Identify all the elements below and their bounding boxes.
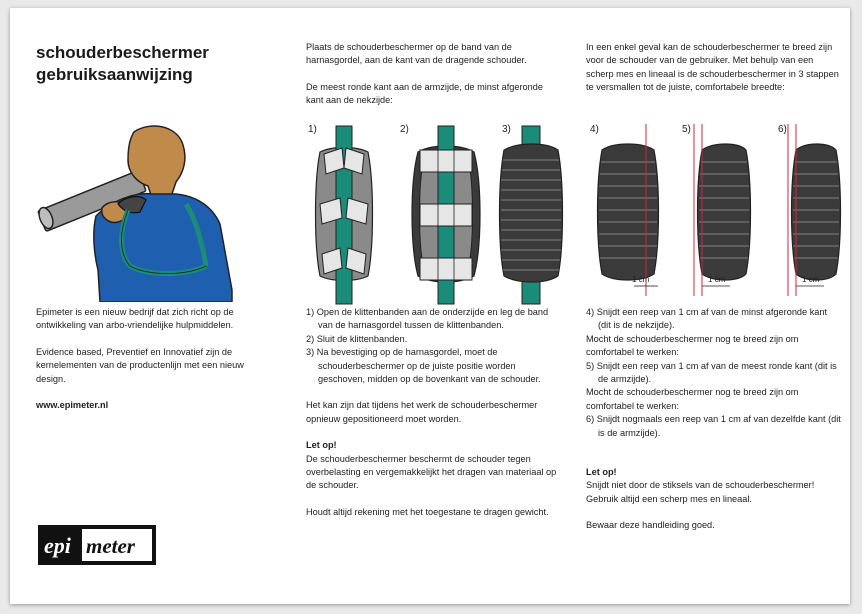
- website-link[interactable]: www.epimeter.nl: [36, 400, 109, 411]
- cm-label-5: 1 cm: [708, 275, 726, 284]
- step-2: 2) Sluit de klittenbanden.: [306, 333, 408, 344]
- right-column-bottom: [586, 306, 842, 546]
- figure-2-closed-velcro: [412, 126, 480, 304]
- warning-text: De schouderbeschermer beschermt de schouder tegen overbelasting en vergemakkelijkt het dragen van materiaal op de schouder.: [306, 453, 557, 491]
- warning-title: Let op!: [306, 440, 337, 451]
- page-title: [36, 42, 209, 86]
- figure-5-cut-arm-side: [694, 124, 751, 296]
- weight-paragraph: Houdt altijd rekening met het toegestane te dragen gewicht.: [306, 506, 549, 517]
- orientation-paragraph: De meest ronde kant aan de armzijde, de minst afgeronde kant aan de nekzijde:: [306, 81, 543, 106]
- middle-column-bottom: [306, 306, 558, 532]
- fig-label-6: 6): [778, 124, 787, 135]
- step-6: 6) Snijdt nogmaals een reep van 1 cm af van dezelfde kant (dit is de armzijde).: [586, 414, 841, 438]
- middle-column-top: [306, 41, 556, 121]
- step-3: 3) Na bevestiging op de harnasgordel, moet de schouderbeschermer op de juiste positie worden geschoven, midden op de bovenkant van de schouder.: [306, 347, 541, 385]
- manual-page: [10, 8, 850, 604]
- epimeter-logo: [38, 525, 156, 565]
- placement-paragraph: Plaats de schouderbeschermer op de band van de harnasgordel, aan de kant van de dragende schouder.: [306, 42, 527, 66]
- right-column-top: [586, 41, 840, 108]
- cutting-step-6-list: [586, 413, 842, 440]
- title-line-1: schouderbeschermer: [36, 43, 209, 62]
- figure-6-cut-arm-side-again: [788, 124, 841, 296]
- mounting-figures: [302, 120, 564, 306]
- fig-label-4: 4): [590, 124, 599, 135]
- figure-4-cut-neck-side: [598, 124, 659, 296]
- cutting-step-4-list: [586, 306, 842, 333]
- cut-warning-text-2: Gebruik altijd een scherp mes en lineaal.: [586, 493, 752, 504]
- step-1: 1) Open de klittenbanden aan de onderzijde en leg de band van de harnasgordel tussen de klittenbanden.: [306, 307, 549, 331]
- cm-label-4: 1 cm: [632, 275, 650, 284]
- cut-warning-text-1: Snijdt niet door de stiksels van de schouderbeschermer!: [586, 480, 815, 491]
- narrowing-paragraph: In een enkel geval kan de schouderbeschermer te breed zijn voor de schouder van de gebruiker. Met behulp van een scherp mes en lineaal is de schouderbeschermer in 3 stappen te versmallen tot de juiste, comfortabele breedte:: [586, 42, 839, 93]
- left-column: [36, 306, 268, 425]
- figure-3-top-view: [500, 126, 563, 304]
- step-4: 4) Snijdt een reep van 1 cm af van de minst afgeronde kant (dit is de nekzijde).: [586, 307, 828, 331]
- worker-illustration: [36, 120, 236, 302]
- too-wide-note-1: Mocht de schouderbeschermer nog te breed zijn om comfortabel te werken:: [586, 333, 799, 358]
- reposition-paragraph: Het kan zijn dat tijdens het werk de schouderbeschermer opnieuw gepositioneerd moet worden.: [306, 400, 538, 424]
- cutting-step-5-list: [586, 360, 842, 387]
- too-wide-note-2: Mocht de schouderbeschermer nog te breed zijn om comfortabel te werken:: [586, 387, 799, 411]
- intro-paragraph: Epimeter is een nieuw bedrijf dat zich richt op de ontwikkeling van arbo-vriendelijke hulpmiddelen.: [36, 307, 234, 331]
- cut-warning-title: Let op!: [586, 467, 617, 478]
- mounting-steps: [306, 306, 558, 386]
- fig-label-3: 3): [502, 124, 511, 135]
- title-line-2: gebruiksaanwijzing: [36, 65, 193, 84]
- step-5: 5) Snijdt een reep van 1 cm af van de meest ronde kant (dit is de armzijde).: [586, 360, 837, 385]
- cm-label-6: 1 cm: [802, 275, 820, 284]
- figure-1-open-velcro: [316, 126, 373, 304]
- cutting-figures: [584, 120, 846, 296]
- fig-label-1: 1): [308, 124, 317, 135]
- logo-text-left: epi: [44, 533, 71, 558]
- values-paragraph: Evidence based, Preventief en Innovatief zijn de kernelementen van de productenlijn met een nieuw design.: [36, 346, 244, 384]
- fig-label-2: 2): [400, 124, 409, 135]
- keep-manual-note: Bewaar deze handleiding goed.: [586, 520, 715, 531]
- logo-text-right: meter: [86, 534, 135, 558]
- fig-label-5: 5): [682, 124, 691, 135]
